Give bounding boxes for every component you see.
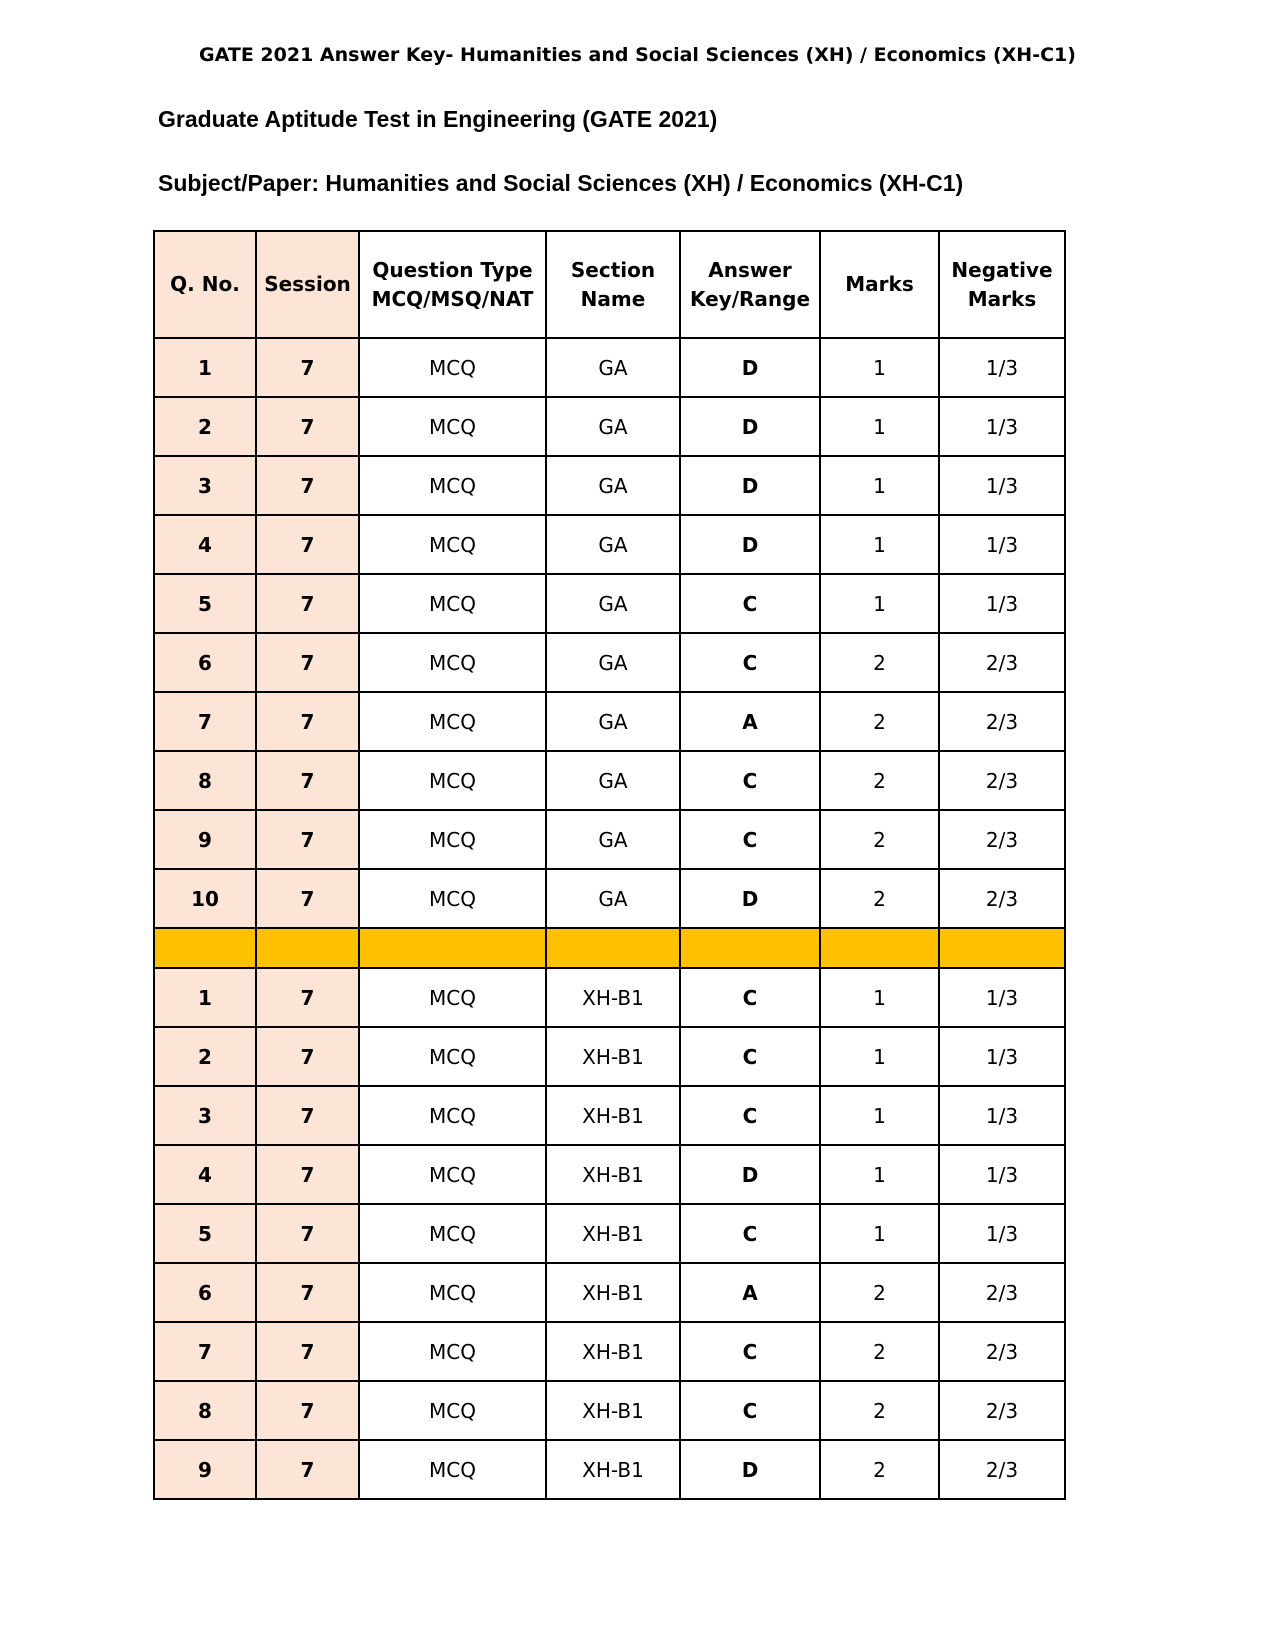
question-type-cell: MCQ [359, 338, 546, 397]
answer-key-cell: D [680, 515, 820, 574]
q-no-cell: 9 [154, 810, 256, 869]
session-cell: 7 [256, 574, 359, 633]
marks-cell: 1 [820, 338, 939, 397]
table-row [154, 1263, 1065, 1322]
table-row [154, 456, 1065, 515]
column-header-marks: Marks [820, 231, 939, 338]
question-type-cell: MCQ [359, 515, 546, 574]
separator-cell [820, 928, 939, 968]
document-header: GATE 2021 Answer Key- Humanities and Social Sciences (XH) / Economics (XH-C1) [199, 44, 1076, 66]
answer-key-cell: D [680, 1440, 820, 1499]
answer-key-cell: C [680, 1027, 820, 1086]
table-row [154, 692, 1065, 751]
q-no-cell: 3 [154, 456, 256, 515]
q-no-cell: 3 [154, 1086, 256, 1145]
marks-cell: 2 [820, 1381, 939, 1440]
table-row [154, 1204, 1065, 1263]
q-no-cell: 8 [154, 1381, 256, 1440]
session-cell: 7 [256, 633, 359, 692]
table-row [154, 338, 1065, 397]
session-cell: 7 [256, 810, 359, 869]
negative-marks-cell: 2/3 [939, 1322, 1065, 1381]
marks-cell: 2 [820, 810, 939, 869]
section-name-cell: GA [546, 397, 680, 456]
session-cell: 7 [256, 1204, 359, 1263]
session-cell: 7 [256, 338, 359, 397]
page-subtitle: Subject/Paper: Humanities and Social Sciences (XH) / Economics (XH-C1) [158, 170, 964, 196]
negative-marks-cell: 2/3 [939, 1381, 1065, 1440]
separator-cell [939, 928, 1065, 968]
section-name-cell: XH-B1 [546, 1440, 680, 1499]
negative-marks-cell: 2/3 [939, 810, 1065, 869]
session-cell: 7 [256, 751, 359, 810]
question-type-cell: MCQ [359, 1440, 546, 1499]
question-type-cell: MCQ [359, 1086, 546, 1145]
q-no-cell: 1 [154, 338, 256, 397]
table-row [154, 1027, 1065, 1086]
table-row [154, 1381, 1065, 1440]
answer-key-cell: C [680, 968, 820, 1027]
session-cell: 7 [256, 692, 359, 751]
session-cell: 7 [256, 1263, 359, 1322]
q-no-cell: 7 [154, 692, 256, 751]
answer-key-cell: D [680, 338, 820, 397]
separator-cell [154, 928, 256, 968]
answer-key-cell: C [680, 810, 820, 869]
table-row [154, 1322, 1065, 1381]
question-type-cell: MCQ [359, 692, 546, 751]
section-name-cell: XH-B1 [546, 1204, 680, 1263]
question-type-cell: MCQ [359, 1322, 546, 1381]
answer-key-cell: D [680, 456, 820, 515]
question-type-cell: MCQ [359, 456, 546, 515]
answer-key-cell: C [680, 751, 820, 810]
marks-cell: 1 [820, 574, 939, 633]
marks-cell: 1 [820, 456, 939, 515]
marks-cell: 1 [820, 1027, 939, 1086]
session-cell: 7 [256, 1027, 359, 1086]
question-type-cell: MCQ [359, 810, 546, 869]
negative-marks-cell: 1/3 [939, 1204, 1065, 1263]
section-name-cell: XH-B1 [546, 1263, 680, 1322]
answer-key-table-container [153, 230, 1066, 1500]
q-no-cell: 10 [154, 869, 256, 928]
negative-marks-cell: 1/3 [939, 1145, 1065, 1204]
section-name-cell: GA [546, 751, 680, 810]
question-type-cell: MCQ [359, 1204, 546, 1263]
session-cell: 7 [256, 1086, 359, 1145]
section-name-cell: XH-B1 [546, 1086, 680, 1145]
q-no-cell: 9 [154, 1440, 256, 1499]
marks-cell: 1 [820, 1086, 939, 1145]
q-no-cell: 8 [154, 751, 256, 810]
session-cell: 7 [256, 1322, 359, 1381]
marks-cell: 2 [820, 633, 939, 692]
q-no-cell: 2 [154, 1027, 256, 1086]
answer-key-cell: A [680, 1263, 820, 1322]
table-row [154, 633, 1065, 692]
marks-cell: 2 [820, 869, 939, 928]
answer-key-cell: C [680, 1381, 820, 1440]
q-no-cell: 4 [154, 515, 256, 574]
table-row [154, 574, 1065, 633]
section-name-cell: GA [546, 338, 680, 397]
negative-marks-cell: 2/3 [939, 751, 1065, 810]
negative-marks-cell: 2/3 [939, 869, 1065, 928]
question-type-cell: MCQ [359, 574, 546, 633]
negative-marks-cell: 2/3 [939, 692, 1065, 751]
negative-marks-cell: 2/3 [939, 633, 1065, 692]
q-no-cell: 4 [154, 1145, 256, 1204]
session-cell: 7 [256, 397, 359, 456]
q-no-cell: 6 [154, 1263, 256, 1322]
marks-cell: 1 [820, 1145, 939, 1204]
table-row [154, 810, 1065, 869]
q-no-cell: 5 [154, 1204, 256, 1263]
question-type-cell: MCQ [359, 751, 546, 810]
session-cell: 7 [256, 456, 359, 515]
negative-marks-cell: 1/3 [939, 968, 1065, 1027]
negative-marks-cell: 1/3 [939, 338, 1065, 397]
question-type-cell: MCQ [359, 1027, 546, 1086]
answer-key-cell: C [680, 1204, 820, 1263]
question-type-cell: MCQ [359, 397, 546, 456]
question-type-cell: MCQ [359, 633, 546, 692]
session-cell: 7 [256, 869, 359, 928]
q-no-cell: 6 [154, 633, 256, 692]
table-row [154, 1086, 1065, 1145]
marks-cell: 2 [820, 1263, 939, 1322]
question-type-cell: MCQ [359, 1145, 546, 1204]
answer-key-cell: D [680, 397, 820, 456]
table-body [154, 338, 1065, 1499]
answer-key-cell: C [680, 574, 820, 633]
negative-marks-cell: 2/3 [939, 1263, 1065, 1322]
table-row [154, 751, 1065, 810]
table-row [154, 968, 1065, 1027]
table-row [154, 1440, 1065, 1499]
table-header-row [154, 231, 1065, 338]
marks-cell: 2 [820, 692, 939, 751]
section-name-cell: XH-B1 [546, 1027, 680, 1086]
answer-key-cell: C [680, 633, 820, 692]
q-no-cell: 2 [154, 397, 256, 456]
marks-cell: 1 [820, 397, 939, 456]
marks-cell: 2 [820, 1440, 939, 1499]
question-type-cell: MCQ [359, 1263, 546, 1322]
answer-key-table [153, 230, 1066, 1500]
table-row [154, 1145, 1065, 1204]
answer-key-cell: C [680, 1322, 820, 1381]
section-name-cell: GA [546, 574, 680, 633]
session-cell: 7 [256, 1440, 359, 1499]
column-header-negative-marks: Negative Marks [939, 231, 1065, 338]
section-name-cell: XH-B1 [546, 1145, 680, 1204]
marks-cell: 1 [820, 968, 939, 1027]
section-separator-row [154, 928, 1065, 968]
separator-cell [359, 928, 546, 968]
section-name-cell: GA [546, 869, 680, 928]
separator-cell [256, 928, 359, 968]
column-header-answer-key: Answer Key/Range [680, 231, 820, 338]
marks-cell: 2 [820, 1322, 939, 1381]
section-name-cell: GA [546, 810, 680, 869]
column-header-q-no: Q. No. [154, 231, 256, 338]
section-name-cell: GA [546, 633, 680, 692]
negative-marks-cell: 1/3 [939, 397, 1065, 456]
section-name-cell: XH-B1 [546, 1322, 680, 1381]
table-row [154, 397, 1065, 456]
section-name-cell: XH-B1 [546, 1381, 680, 1440]
column-header-question-type: Question Type MCQ/MSQ/NAT [359, 231, 546, 338]
section-name-cell: GA [546, 692, 680, 751]
section-name-cell: GA [546, 456, 680, 515]
section-name-cell: XH-B1 [546, 968, 680, 1027]
q-no-cell: 1 [154, 968, 256, 1027]
session-cell: 7 [256, 968, 359, 1027]
negative-marks-cell: 1/3 [939, 574, 1065, 633]
q-no-cell: 7 [154, 1322, 256, 1381]
section-name-cell: GA [546, 515, 680, 574]
negative-marks-cell: 1/3 [939, 1086, 1065, 1145]
negative-marks-cell: 2/3 [939, 1440, 1065, 1499]
answer-key-cell: A [680, 692, 820, 751]
answer-key-cell: D [680, 1145, 820, 1204]
table-row [154, 869, 1065, 928]
table-row [154, 515, 1065, 574]
session-cell: 7 [256, 1145, 359, 1204]
separator-cell [546, 928, 680, 968]
question-type-cell: MCQ [359, 968, 546, 1027]
answer-key-cell: C [680, 1086, 820, 1145]
answer-key-cell: D [680, 869, 820, 928]
column-header-session: Session [256, 231, 359, 338]
q-no-cell: 5 [154, 574, 256, 633]
separator-cell [680, 928, 820, 968]
marks-cell: 1 [820, 1204, 939, 1263]
marks-cell: 2 [820, 751, 939, 810]
column-header-section-name: Section Name [546, 231, 680, 338]
page-title: Graduate Aptitude Test in Engineering (GATE 2021) [158, 106, 718, 132]
negative-marks-cell: 1/3 [939, 456, 1065, 515]
marks-cell: 1 [820, 515, 939, 574]
session-cell: 7 [256, 515, 359, 574]
question-type-cell: MCQ [359, 869, 546, 928]
negative-marks-cell: 1/3 [939, 1027, 1065, 1086]
session-cell: 7 [256, 1381, 359, 1440]
negative-marks-cell: 1/3 [939, 515, 1065, 574]
question-type-cell: MCQ [359, 1381, 546, 1440]
